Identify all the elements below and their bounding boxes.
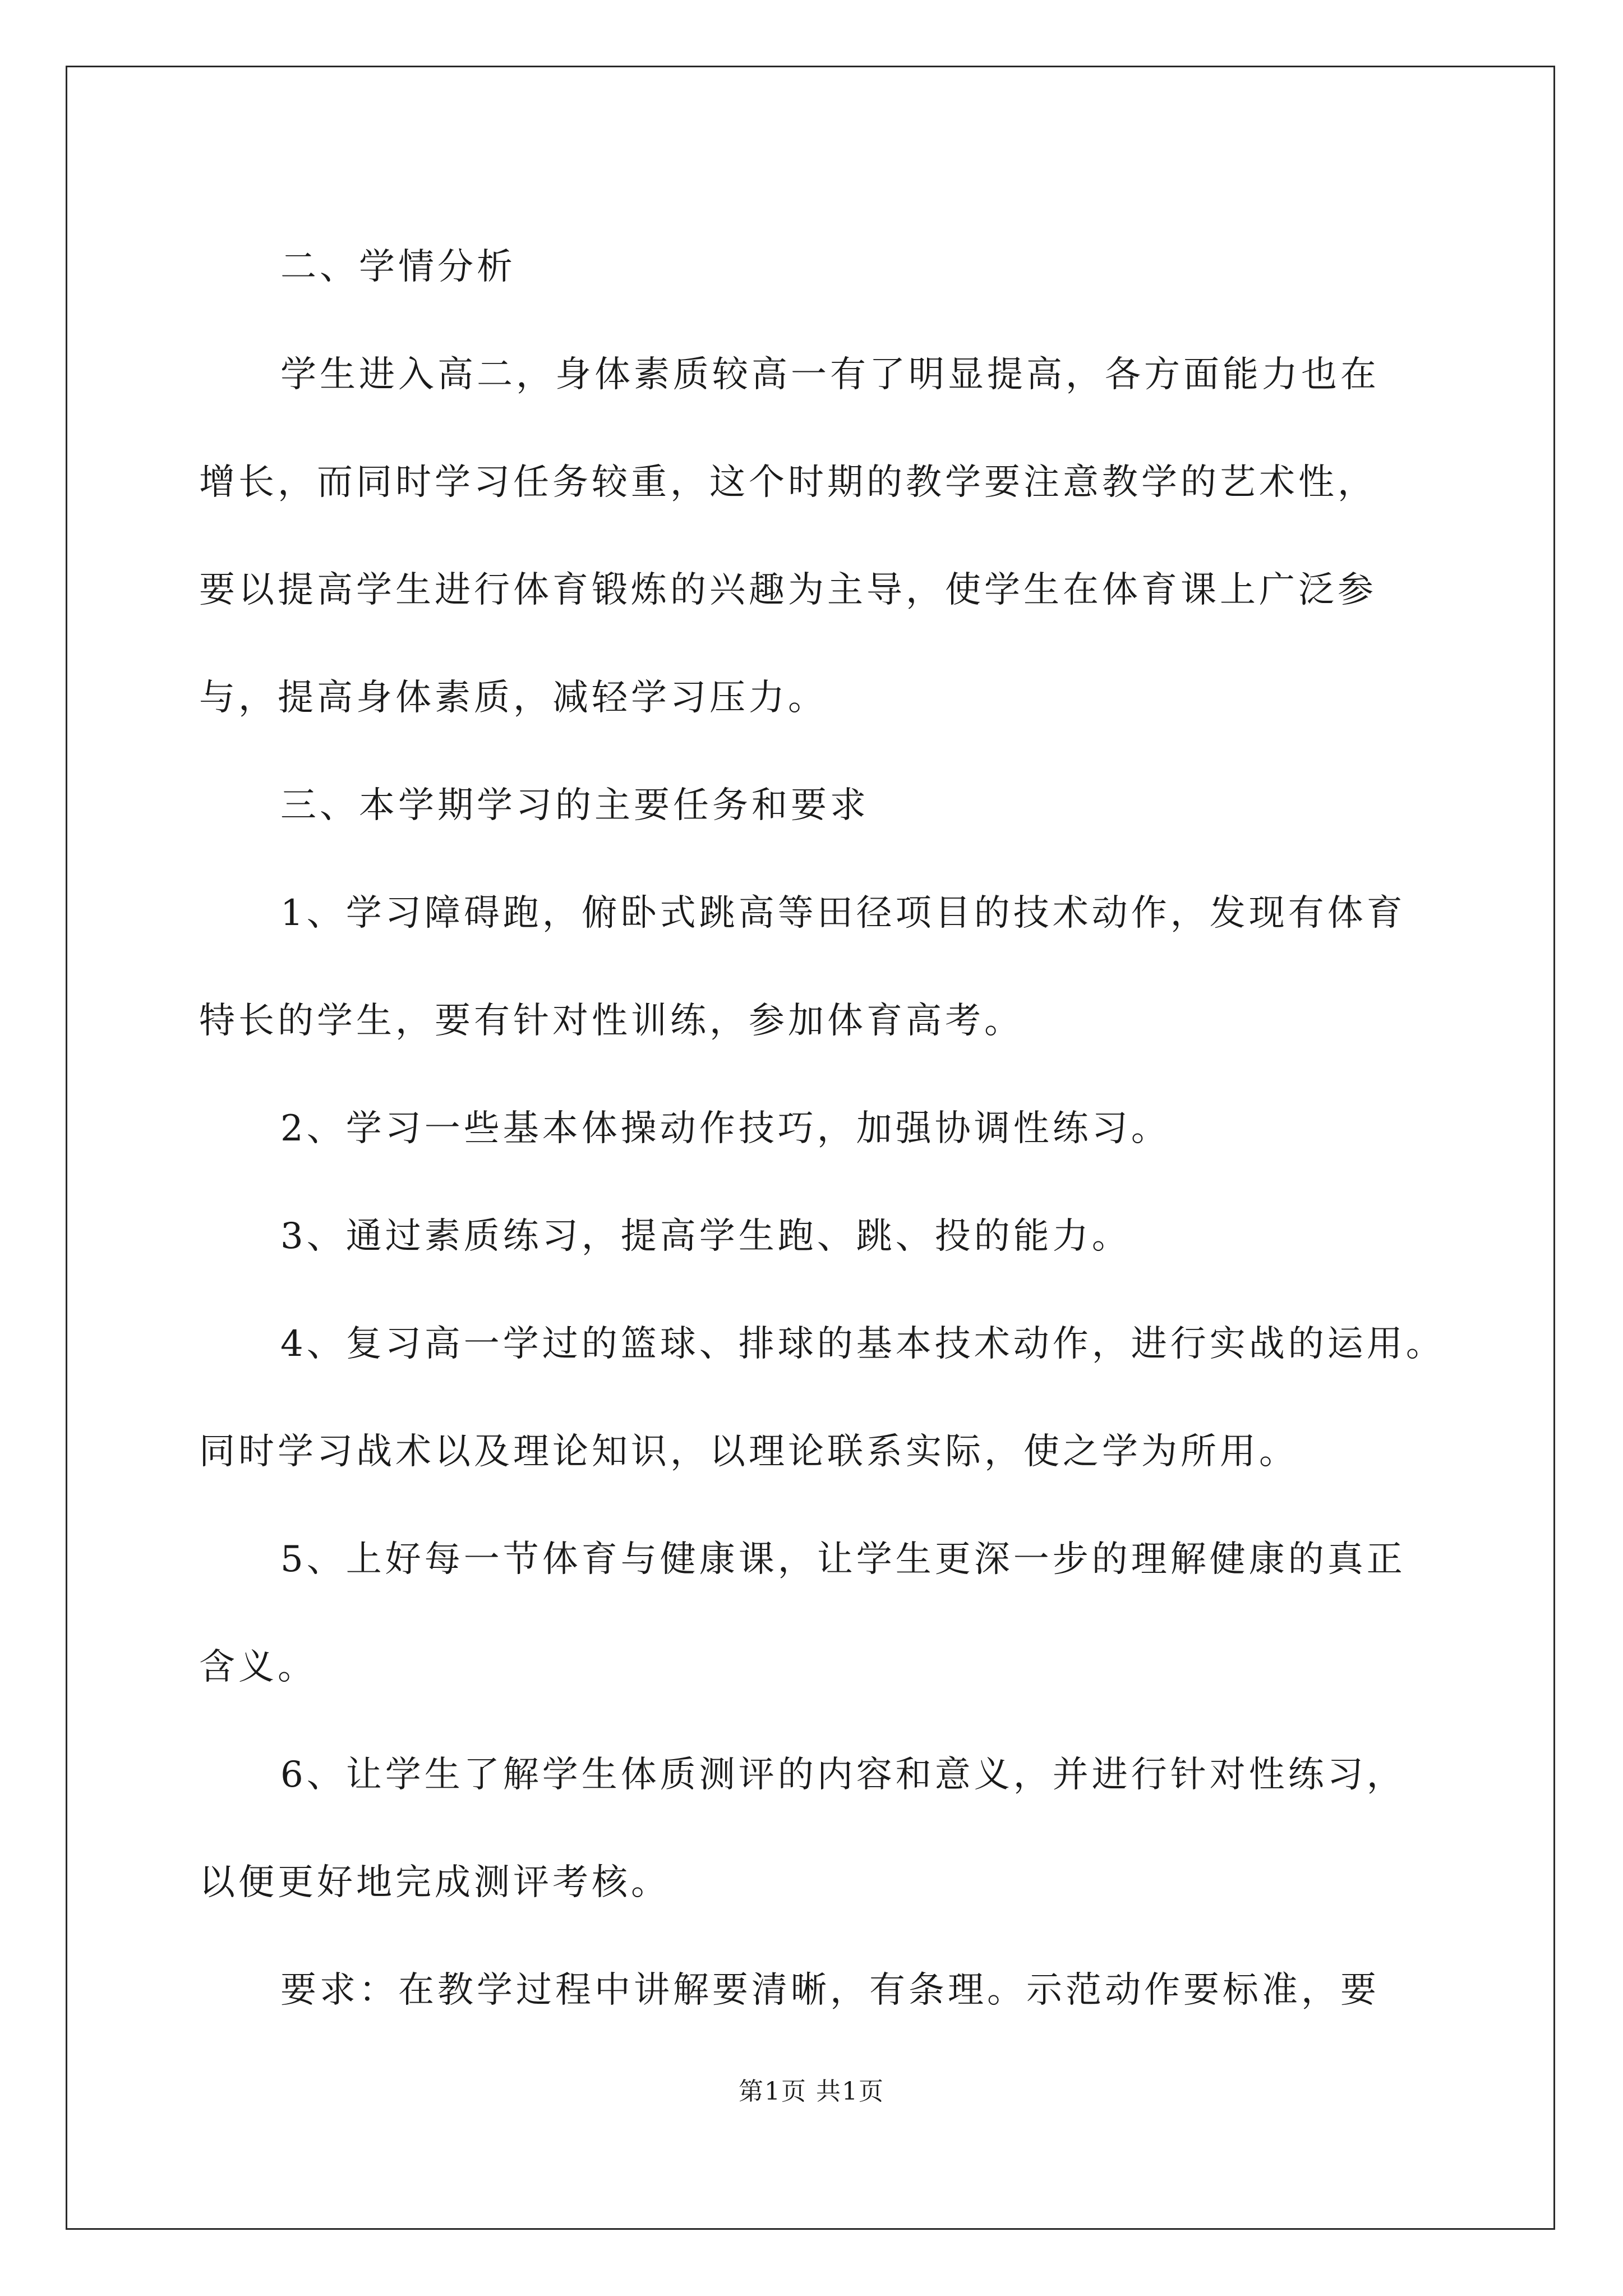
section-heading-tasks: 三、本学期学习的主要任务和要求 [280,785,869,826]
paragraph-line: 含义。 [199,1646,317,1688]
page-footer: 第1页 共1页 [739,2077,884,2106]
paragraph-line: 增长，而同时学习任务较重，这个时期的教学要注意教学的艺术性， [199,462,1377,503]
paragraph-line: 以便更好地完成测评考核。 [199,1862,670,1903]
list-item-5: 5、上好每一节体育与健康课，让学生更深一步的理解健康的真正 [280,1539,1406,1580]
paragraph-line: 同时学习战术以及理论知识，以理论联系实际，使之学为所用。 [199,1431,1298,1473]
section-heading-student-analysis: 二、学情分析 [280,246,516,288]
paragraph-line: 学生进入高二，身体素质较高一有了明显提高，各方面能力也在 [280,354,1380,395]
list-item-3: 3、通过素质练习，提高学生跑、跳、投的能力。 [280,1216,1131,1257]
list-item-6: 6、让学生了解学生体质测评的内容和意义，并进行针对性练习， [280,1754,1406,1796]
paragraph-line: 特长的学生，要有针对性训练，参加体育高考。 [199,1000,1023,1042]
paragraph-line: 要以提高学生进行体育锻炼的兴趣为主导，使学生在体育课上广泛参 [199,569,1377,611]
requirements-paragraph: 要求：在教学过程中讲解要清晰，有条理。示范动作要标准，要 [280,1970,1380,2011]
list-item-4: 4、复习高一学过的篮球、排球的基本技术动作，进行实战的运用。 [280,1323,1445,1365]
list-item-1: 1、学习障碍跑，俯卧式跳高等田径项目的技术动作，发现有体育 [280,892,1406,934]
document-body [199,213,1445,2044]
paragraph-line: 与，提高身体素质，减轻学习压力。 [199,677,827,719]
list-item-2: 2、学习一些基本体操动作技巧，加强协调性练习。 [280,1108,1170,1149]
